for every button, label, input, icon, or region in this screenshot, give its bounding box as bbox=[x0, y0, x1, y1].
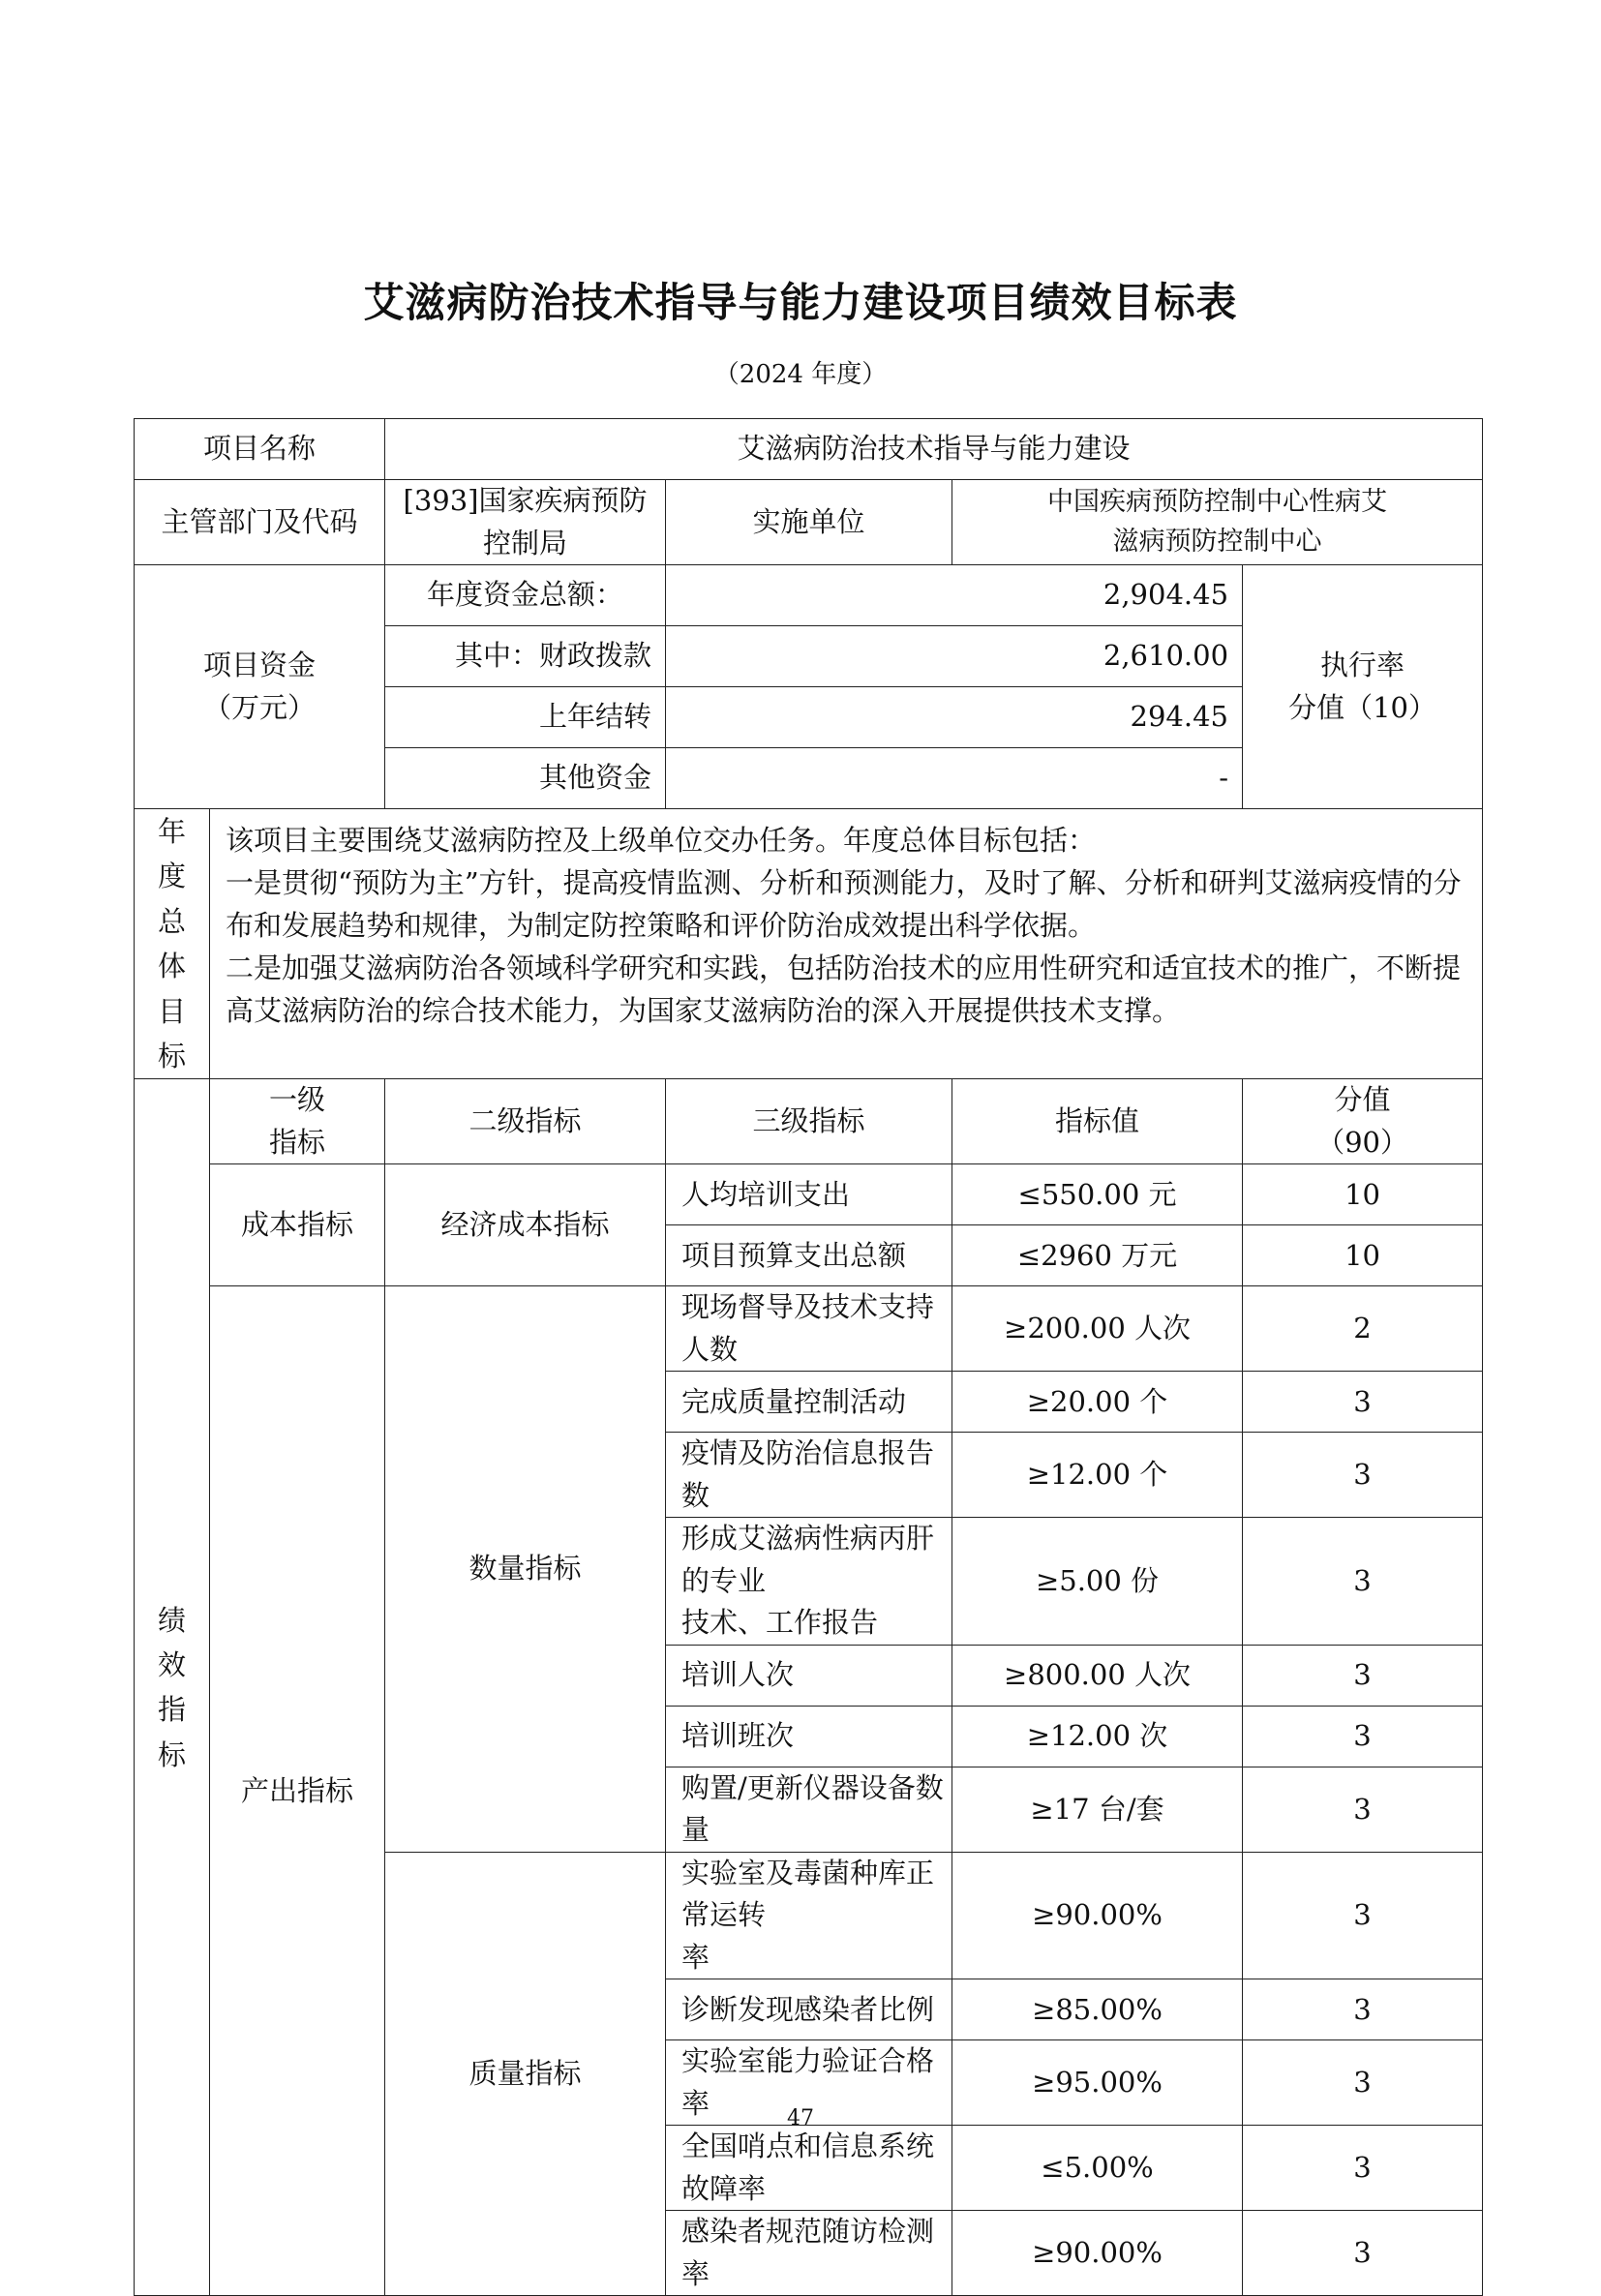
indicator-score: 3 bbox=[1243, 1979, 1483, 2040]
cost-level1: 成本指标 bbox=[210, 1164, 385, 1286]
indicator-name: 实验室及毒菌种库正常运转 率 bbox=[666, 1852, 952, 1979]
indicator-score: 3 bbox=[1243, 2126, 1483, 2211]
funds-total-label: 年度资金总额： bbox=[385, 565, 666, 626]
indicator-name: 疫情及防治信息报告数 bbox=[666, 1433, 952, 1518]
indicator-value: ≤550.00 元 bbox=[952, 1164, 1243, 1225]
performance-indicators-label: 绩 效 指 标 bbox=[135, 1079, 210, 2296]
table-row bbox=[135, 1286, 1483, 1372]
page-title: 艾滋病防治技术指导与能力建设项目绩效目标表 bbox=[363, 279, 1238, 326]
indicator-value: ≥95.00% bbox=[952, 2040, 1243, 2126]
header-score: 分值 （90） bbox=[1243, 1079, 1483, 1164]
indicator-name: 完成质量控制活动 bbox=[666, 1372, 952, 1433]
indicator-value: ≥17 台/套 bbox=[952, 1767, 1243, 1852]
indicator-score: 3 bbox=[1243, 1433, 1483, 1518]
indicator-value: ≥12.00 次 bbox=[952, 1706, 1243, 1767]
indicator-name: 人均培训支出 bbox=[666, 1164, 952, 1225]
indicator-value: ≥800.00 人次 bbox=[952, 1645, 1243, 1706]
goal-paragraph-1: 一是贯彻“预防为主”方针，提高疫情监测、分析和预测能力，及时了解、分析和研判艾滋病疫情的分布和发展趋势和规律，为制定防控策略和评价防治成效提出科学依据。 bbox=[226, 866, 1462, 943]
funds-carryover-value: 294.45 bbox=[666, 687, 1243, 748]
indicator-value: ≥20.00 个 bbox=[952, 1372, 1243, 1433]
indicator-name: 培训人次 bbox=[666, 1645, 952, 1706]
indicator-name: 现场督导及技术支持人数 bbox=[666, 1286, 952, 1372]
page-number: 47 bbox=[787, 2106, 814, 2130]
indicator-score: 10 bbox=[1243, 1164, 1483, 1225]
funds-label: 项目资金 （万元） bbox=[135, 565, 385, 809]
indicator-value: ≤5.00% bbox=[952, 2126, 1243, 2211]
header-level1: 一级 指标 bbox=[210, 1079, 385, 1164]
indicator-value: ≤2960 万元 bbox=[952, 1225, 1243, 1286]
indicator-score: 3 bbox=[1243, 1706, 1483, 1767]
annual-goal-label: 年 度 总 体 目 标 bbox=[135, 809, 210, 1079]
funds-other-value: - bbox=[666, 748, 1243, 809]
indicator-score: 10 bbox=[1243, 1225, 1483, 1286]
indicator-header-row bbox=[135, 1079, 1483, 1164]
output-level1: 产出指标 bbox=[210, 1286, 385, 2296]
department-value: [393]国家疾病预防控制局 bbox=[385, 480, 666, 565]
funds-total-value: 2,904.45 bbox=[666, 565, 1243, 626]
department-row bbox=[135, 480, 1483, 565]
indicator-score: 3 bbox=[1243, 2211, 1483, 2296]
indicator-name: 形成艾滋病性病丙肝的专业 技术、工作报告 bbox=[666, 1518, 952, 1646]
header-value: 指标值 bbox=[952, 1079, 1243, 1164]
annual-goal-row bbox=[135, 809, 1483, 1079]
department-label: 主管部门及代码 bbox=[135, 480, 385, 565]
indicator-score: 3 bbox=[1243, 1852, 1483, 1979]
project-name-row bbox=[135, 419, 1483, 480]
indicator-value: ≥12.00 个 bbox=[952, 1433, 1243, 1518]
indicator-name: 项目预算支出总额 bbox=[666, 1225, 952, 1286]
indicator-score: 2 bbox=[1243, 1286, 1483, 1372]
indicator-name: 感染者规范随访检测率 bbox=[666, 2211, 952, 2296]
indicator-name: 购置/更新仪器设备数量 bbox=[666, 1767, 952, 1852]
table-row bbox=[135, 1164, 1483, 1225]
funds-total-row bbox=[135, 565, 1483, 626]
funds-fiscal-value: 2,610.00 bbox=[666, 626, 1243, 687]
indicator-value: ≥90.00% bbox=[952, 1852, 1243, 1979]
implementing-unit-label: 实施单位 bbox=[666, 480, 952, 565]
indicator-value: ≥85.00% bbox=[952, 1979, 1243, 2040]
indicator-value: ≥5.00 份 bbox=[952, 1518, 1243, 1646]
implementing-unit-value: 中国疾病预防控制中心性病艾 滋病预防控制中心 bbox=[952, 480, 1483, 565]
goal-intro: 该项目主要围绕艾滋病防控及上级单位交办任务。年度总体目标包括： bbox=[226, 824, 1097, 857]
indicator-score: 3 bbox=[1243, 1767, 1483, 1852]
indicator-value: ≥200.00 人次 bbox=[952, 1286, 1243, 1372]
indicator-score: 3 bbox=[1243, 1645, 1483, 1706]
quality-level2: 质量指标 bbox=[385, 1852, 666, 2296]
indicator-score: 3 bbox=[1243, 1372, 1483, 1433]
goal-paragraph-2: 二是加强艾滋病防治各领域科学研究和实践，包括防治技术的应用性研究和适宜技术的推广，不断提高艾滋病防治的综合技术能力，为国家艾滋病防治的深入开展提供技术支撑。 bbox=[226, 952, 1462, 1028]
funds-carryover-label: 上年结转 bbox=[385, 687, 666, 748]
indicator-value: ≥90.00% bbox=[952, 2211, 1243, 2296]
indicator-name: 培训班次 bbox=[666, 1706, 952, 1767]
indicator-score: 3 bbox=[1243, 1518, 1483, 1646]
header-level2: 二级指标 bbox=[385, 1079, 666, 1164]
header-level3: 三级指标 bbox=[666, 1079, 952, 1164]
performance-target-table bbox=[134, 418, 1483, 2296]
funds-other-label: 其他资金 bbox=[385, 748, 666, 809]
annual-goal-text bbox=[210, 809, 1483, 1079]
quantity-level2: 数量指标 bbox=[385, 1286, 666, 1853]
indicator-name: 全国哨点和信息系统故障率 bbox=[666, 2126, 952, 2211]
indicator-score: 3 bbox=[1243, 2040, 1483, 2126]
project-name-label: 项目名称 bbox=[135, 419, 385, 480]
project-name-value: 艾滋病防治技术指导与能力建设 bbox=[385, 419, 1483, 480]
indicator-name: 诊断发现感染者比例 bbox=[666, 1979, 952, 2040]
page-subtitle: （2024 年度） bbox=[713, 360, 888, 389]
indicator-name: 实验室能力验证合格率 bbox=[666, 2040, 952, 2126]
cost-level2: 经济成本指标 bbox=[385, 1164, 666, 1286]
funds-fiscal-label: 其中：财政拨款 bbox=[385, 626, 666, 687]
execution-rate-score: 执行率 分值（10） bbox=[1243, 565, 1483, 809]
